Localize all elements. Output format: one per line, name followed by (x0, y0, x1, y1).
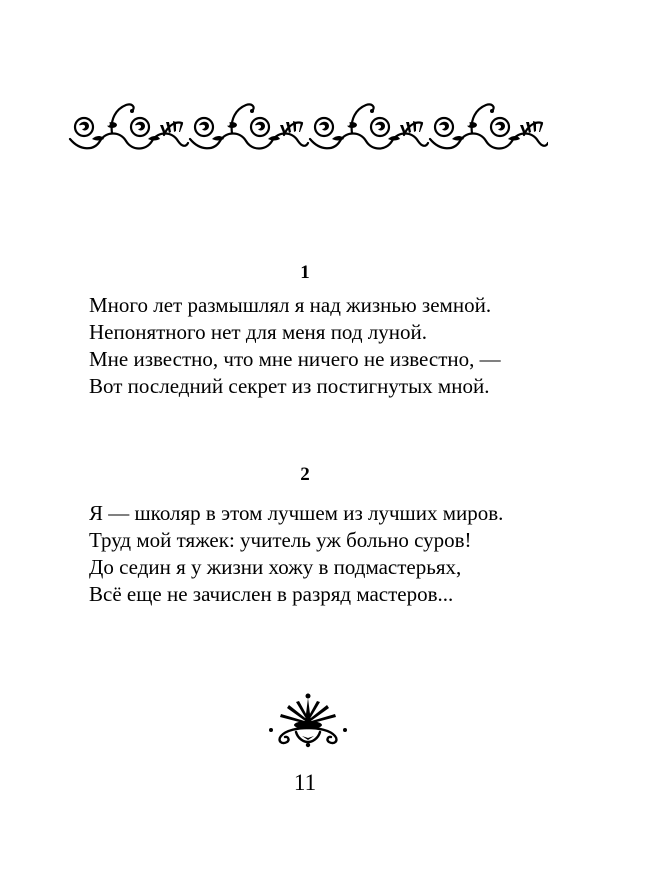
poem-1-stanza (89, 292, 589, 400)
poem-1-line-2: Непонятного нет для меня под луной. (89, 320, 427, 344)
page-number: 11 (293, 770, 317, 795)
poem-2-line-4: Всё еще не зачислен в разряд мастеров... (89, 582, 454, 606)
header-ornament-band (68, 95, 548, 155)
footer-palmette-vignette (268, 692, 348, 748)
ornament-unit (310, 104, 428, 148)
poem-number-1: 1 (300, 262, 310, 283)
poem-number-2: 2 (300, 464, 310, 485)
ornament-unit (430, 104, 548, 148)
poem-2-stanza (89, 500, 589, 608)
poem-2-line-3: До седин я у жизни хожу в подмастерьях, (89, 555, 462, 579)
ornament-unit (190, 104, 308, 148)
poem-1-line-4: Вот последний секрет из постигнутых мной. (89, 374, 490, 398)
poem-2-line-2: Труд мой тяжек: учитель уж больно суров! (89, 528, 472, 552)
poem-1-line-3: Мне известно, что мне ничего не известно, — (89, 347, 501, 371)
poem-2-line-1: Я — школяр в этом лучшем из лучших миров. (89, 501, 504, 525)
poem-1-line-1: Много лет размышлял я над жизнью земной. (89, 293, 492, 317)
ornament-unit (70, 104, 188, 148)
